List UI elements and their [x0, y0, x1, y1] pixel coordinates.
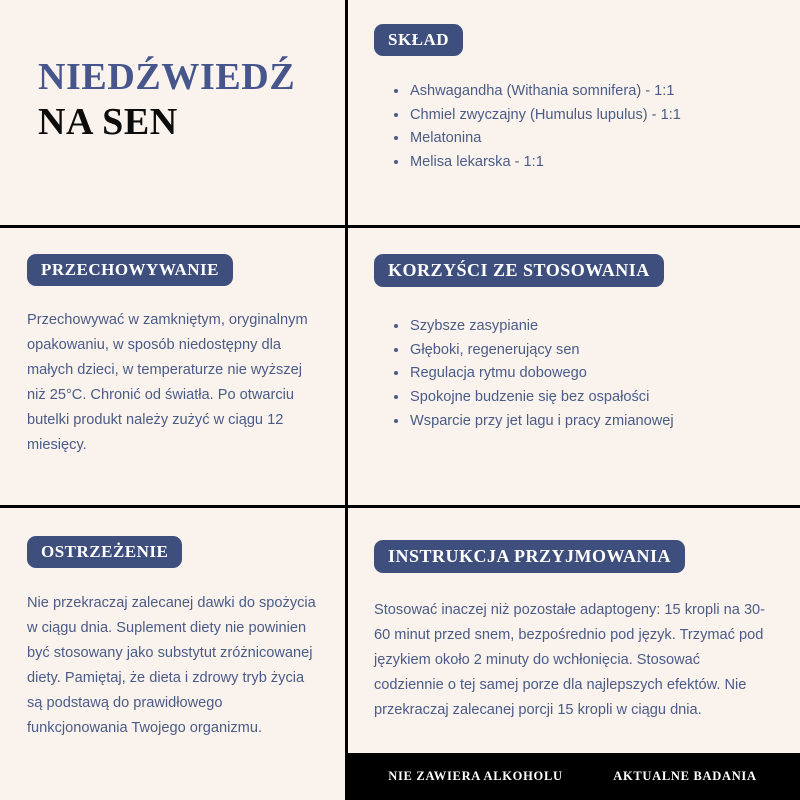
list-item: Regulacja rytmu dobowego — [394, 362, 800, 386]
list-item: Spokojne budzenie się bez ospałości — [394, 386, 800, 410]
footer-badge-no-alcohol: NIE ZAWIERA ALKOHOLU — [388, 769, 563, 783]
benefits-badge: KORZYŚCI ZE STOSOWANIA — [374, 254, 664, 287]
list-item: Wsparcie przy jet lagu i pracy zmianowej — [394, 410, 800, 434]
panel-storage — [0, 228, 345, 505]
storage-inner — [0, 228, 345, 459]
warning-inner — [0, 508, 345, 742]
footer-bar — [345, 753, 800, 800]
panel-dosage-instructions — [348, 508, 800, 753]
list-item: Ashwagandha (Withania somnifera) - 1:1 — [394, 80, 800, 104]
ingredients-list — [374, 80, 800, 175]
list-item: Melatonina — [394, 127, 800, 151]
dosage-badge: INSTRUKCJA PRZYJMOWANIA — [374, 540, 685, 573]
ingredients-badge: SKŁAD — [374, 24, 463, 56]
dosage-inner — [348, 508, 800, 723]
panel-warning — [0, 508, 345, 800]
list-item: Głęboki, regenerujący sen — [394, 339, 800, 363]
ingredients-inner — [348, 0, 800, 175]
storage-text: Przechowywać w zamkniętym, oryginalnym opakowaniu, w sposób niedostępny dla małych dzieci, w temperaturze nie wyższej niż 25°C. Chronić od światła. Po otwarciu butelki produkt należy zużyć w ciągu 12 miesięcy. — [27, 312, 308, 454]
benefits-list — [374, 315, 800, 433]
list-item: Szybsze zasypianie — [394, 315, 800, 339]
product-title-line-1: NIEDŹWIEDŹ — [38, 56, 296, 98]
product-title-line-2: NA SEN — [38, 100, 178, 143]
panel-product-title — [0, 0, 345, 225]
warning-text: Nie przekraczaj zalecanej dawki do spożycia w ciągu dnia. Suplement diety nie powinien być stosowany jako substytut zróżnicowanej diety. Pamiętaj, że dieta i zdrowy tryb życia są podstawą do prawidłowego funkcjonowania Twojego organizmu. — [27, 595, 316, 737]
warning-badge: OSTRZEŻENIE — [27, 536, 182, 568]
dosage-text: Stosować inaczej niż pozostałe adaptogeny: 15 kropli na 30-60 minut przed snem, bezpośrednio pod język. Trzymać pod językiem około 2 minuty do wchłonięcia. Stosować codziennie o tej samej porze dla najlepszych efektów. Nie przekraczaj zalecanej porcji 15 kropli w ciągu dnia. — [374, 602, 766, 719]
panel-ingredients — [348, 0, 800, 225]
benefits-inner — [348, 228, 800, 433]
title-block — [0, 0, 345, 145]
list-item: Melisa lekarska - 1:1 — [394, 151, 800, 175]
footer-badge-current-research: AKTUALNE BADANIA — [613, 769, 757, 783]
storage-badge: PRZECHOWYWANIE — [27, 254, 233, 286]
list-item: Chmiel zwyczajny (Humulus lupulus) - 1:1 — [394, 104, 800, 128]
panel-benefits — [348, 228, 800, 505]
